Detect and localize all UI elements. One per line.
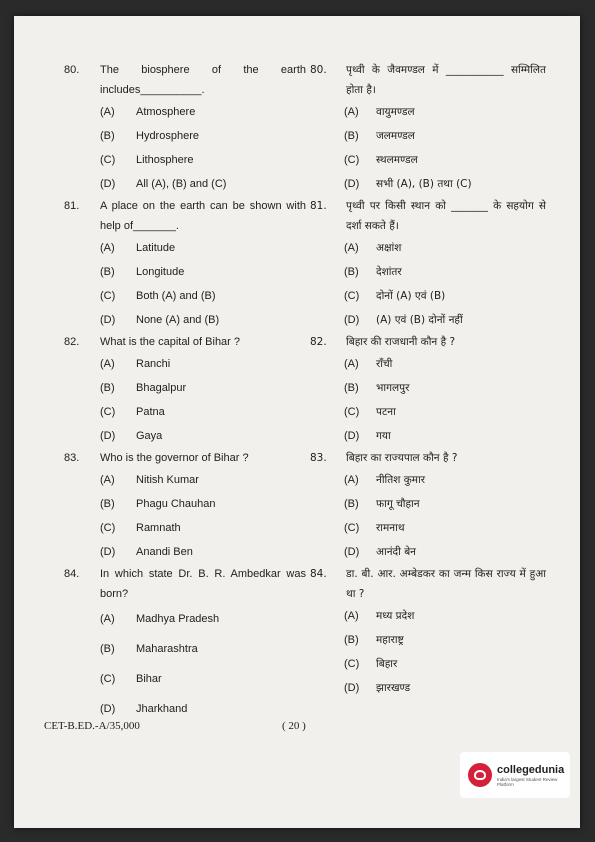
option-text: Both (A) and (B) bbox=[136, 290, 216, 302]
option-text: Ramnath bbox=[136, 522, 181, 534]
option-row bbox=[310, 260, 546, 284]
option-label: (C) bbox=[100, 673, 116, 685]
option-text: Anandi Ben bbox=[136, 546, 193, 558]
logo-name: collegedunia bbox=[497, 763, 565, 776]
hindi-column bbox=[310, 60, 546, 700]
option-label: (B) bbox=[100, 382, 115, 394]
option-text: महाराष्ट्र bbox=[376, 634, 404, 646]
option-row bbox=[64, 172, 306, 196]
option-label: (D) bbox=[100, 430, 116, 442]
option-row bbox=[64, 400, 306, 424]
option-label: (C) bbox=[100, 522, 116, 534]
option-label: (A) bbox=[344, 474, 359, 486]
question-83 bbox=[310, 448, 546, 564]
option-label: (A) bbox=[344, 106, 359, 118]
option-text: None (A) and (B) bbox=[136, 314, 220, 326]
option-label: (A) bbox=[100, 474, 115, 486]
option-row bbox=[310, 172, 546, 196]
option-text: भागलपुर bbox=[376, 382, 410, 394]
option-text: जलमण्डल bbox=[376, 130, 415, 142]
question-text: बिहार की राजधानी कौन है ? bbox=[346, 336, 456, 348]
option-text: गया bbox=[376, 430, 391, 442]
option-label: (D) bbox=[344, 178, 360, 190]
question-number: 80. bbox=[310, 64, 327, 76]
option-label: (D) bbox=[100, 703, 116, 715]
question-text: Who is the governor of Bihar ? bbox=[100, 452, 249, 464]
option-text: Madhya Pradesh bbox=[136, 613, 220, 625]
logo-tagline: India's largest Student Review Platform bbox=[497, 776, 558, 787]
question-number: 82. bbox=[310, 336, 327, 348]
option-label: (B) bbox=[100, 266, 115, 278]
question-84 bbox=[64, 564, 306, 724]
option-text: मध्य प्रदेश bbox=[376, 610, 415, 622]
option-row bbox=[310, 604, 546, 628]
option-label: (A) bbox=[344, 610, 359, 622]
option-row bbox=[64, 634, 306, 664]
question-83 bbox=[64, 448, 306, 564]
option-row bbox=[310, 148, 546, 172]
graduation-cap-icon bbox=[468, 763, 492, 787]
option-row bbox=[64, 376, 306, 400]
option-text: रामनाथ bbox=[376, 522, 405, 534]
option-label: (C) bbox=[344, 522, 360, 534]
option-text: बिहार bbox=[376, 658, 398, 670]
option-label: (A) bbox=[100, 358, 115, 370]
option-text: Ranchi bbox=[136, 358, 171, 370]
option-text: Nitish Kumar bbox=[136, 474, 199, 486]
option-row bbox=[64, 124, 306, 148]
option-row bbox=[310, 308, 546, 332]
question-text: बिहार का राज्यपाल कौन है ? bbox=[346, 452, 458, 464]
option-label: (D) bbox=[344, 314, 360, 326]
option-label: (B) bbox=[100, 498, 115, 510]
option-row bbox=[310, 424, 546, 448]
exam-page bbox=[14, 16, 580, 828]
option-row bbox=[64, 308, 306, 332]
option-row bbox=[310, 400, 546, 424]
option-label: (B) bbox=[100, 643, 115, 655]
option-text: वायुमण्डल bbox=[376, 106, 415, 118]
question-number: 84. bbox=[64, 568, 80, 580]
option-text: Longitude bbox=[136, 266, 185, 278]
question-84 bbox=[310, 564, 546, 700]
option-label: (C) bbox=[344, 658, 360, 670]
option-label: (D) bbox=[100, 546, 116, 558]
option-text: अक्षांश bbox=[376, 242, 402, 254]
option-row bbox=[64, 352, 306, 376]
option-label: (A) bbox=[100, 106, 115, 118]
option-row bbox=[64, 148, 306, 172]
question-number: 83. bbox=[64, 452, 80, 464]
option-text: (A) एवं (B) दोनों नहीं bbox=[376, 314, 463, 326]
option-row bbox=[310, 652, 546, 676]
option-text: दोनों (A) एवं (B) bbox=[376, 290, 446, 302]
option-label: (D) bbox=[344, 682, 360, 694]
option-row bbox=[310, 352, 546, 376]
option-text: Jharkhand bbox=[136, 703, 188, 715]
option-label: (A) bbox=[344, 242, 359, 254]
question-number: 81. bbox=[64, 200, 80, 212]
question-number: 80. bbox=[64, 64, 80, 76]
option-text: Bihar bbox=[136, 673, 162, 685]
option-text: Bhagalpur bbox=[136, 382, 187, 394]
option-row bbox=[310, 628, 546, 652]
option-row bbox=[310, 516, 546, 540]
option-label: (C) bbox=[344, 290, 360, 302]
option-row bbox=[310, 376, 546, 400]
option-label: (C) bbox=[344, 154, 360, 166]
option-row bbox=[64, 492, 306, 516]
option-text: आनंदी बेन bbox=[376, 546, 417, 558]
option-row bbox=[64, 236, 306, 260]
option-label: (B) bbox=[344, 634, 359, 646]
option-label: (D) bbox=[344, 546, 360, 558]
option-label: (C) bbox=[100, 290, 116, 302]
option-label: (C) bbox=[100, 154, 116, 166]
option-label: (B) bbox=[344, 382, 359, 394]
option-row bbox=[64, 516, 306, 540]
page-number: ( 20 ) bbox=[282, 720, 306, 732]
question-text: डा. बी. आर. अम्बेडकर का जन्म किस राज्य में हुआ था ? bbox=[346, 568, 546, 600]
option-row bbox=[310, 540, 546, 564]
question-82 bbox=[310, 332, 546, 448]
question-text: In which state Dr. B. R. Ambedkar was born? bbox=[100, 568, 306, 600]
option-label: (C) bbox=[100, 406, 116, 418]
question-text: पृथ्वी के जैवमण्डल में ___________ सम्मिलित होता है। bbox=[346, 64, 546, 96]
option-row bbox=[310, 236, 546, 260]
option-label: (A) bbox=[344, 358, 359, 370]
english-column bbox=[64, 60, 306, 724]
option-text: Latitude bbox=[136, 242, 176, 254]
option-label: (B) bbox=[344, 266, 359, 278]
question-80 bbox=[64, 60, 306, 196]
option-label: (C) bbox=[344, 406, 360, 418]
option-text: नीतिश कुमार bbox=[376, 474, 426, 486]
option-row bbox=[310, 100, 546, 124]
question-text: A place on the earth can be shown with help of_______. bbox=[100, 200, 306, 232]
option-text: झारखण्ड bbox=[376, 682, 411, 694]
option-row bbox=[310, 468, 546, 492]
option-label: (B) bbox=[344, 130, 359, 142]
option-text: Lithosphere bbox=[136, 154, 194, 166]
question-text: The biosphere of the earth includes__________. bbox=[100, 64, 306, 96]
question-text: What is the capital of Bihar ? bbox=[100, 336, 241, 348]
question-number: 82. bbox=[64, 336, 80, 348]
question-number: 84. bbox=[310, 568, 327, 580]
option-label: (A) bbox=[100, 613, 115, 625]
option-row bbox=[64, 604, 306, 634]
collegedunia-logo bbox=[460, 752, 570, 798]
option-text: देशांतर bbox=[376, 266, 402, 278]
question-number: 83. bbox=[310, 452, 327, 464]
question-text: पृथ्वी पर किसी स्थान को _______ के सहयोग से दर्शा सकते हैं। bbox=[346, 200, 546, 232]
option-row bbox=[310, 492, 546, 516]
option-row bbox=[310, 284, 546, 308]
option-row bbox=[310, 124, 546, 148]
option-text: Maharashtra bbox=[136, 643, 198, 655]
option-label: (B) bbox=[344, 498, 359, 510]
option-text: पटना bbox=[376, 406, 396, 418]
option-row bbox=[64, 664, 306, 694]
option-row bbox=[64, 284, 306, 308]
question-81 bbox=[64, 196, 306, 332]
option-row bbox=[64, 260, 306, 284]
option-text: राँची bbox=[376, 358, 393, 370]
option-text: Atmosphere bbox=[136, 106, 196, 118]
option-row bbox=[64, 424, 306, 448]
option-text: फागू चौहान bbox=[376, 498, 420, 510]
option-label: (D) bbox=[100, 314, 116, 326]
option-label: (D) bbox=[344, 430, 360, 442]
option-text: Gaya bbox=[136, 430, 163, 442]
option-text: All (A), (B) and (C) bbox=[136, 178, 227, 190]
question-81 bbox=[310, 196, 546, 332]
option-text: Hydrosphere bbox=[136, 130, 199, 142]
option-label: (B) bbox=[100, 130, 115, 142]
option-row bbox=[310, 676, 546, 700]
option-text: सभी (A), (B) तथा (C) bbox=[376, 178, 472, 190]
option-row bbox=[64, 540, 306, 564]
option-label: (A) bbox=[100, 242, 115, 254]
question-80 bbox=[310, 60, 546, 196]
option-row bbox=[64, 468, 306, 492]
option-label: (D) bbox=[100, 178, 116, 190]
option-text: Patna bbox=[136, 406, 165, 418]
paper-code: CET-B.ED.-A/35,000 bbox=[44, 720, 140, 732]
option-text: Phagu Chauhan bbox=[136, 498, 216, 510]
option-text: स्थलमण्डल bbox=[376, 154, 418, 166]
question-number: 81. bbox=[310, 200, 327, 212]
question-82 bbox=[64, 332, 306, 448]
option-row bbox=[64, 100, 306, 124]
